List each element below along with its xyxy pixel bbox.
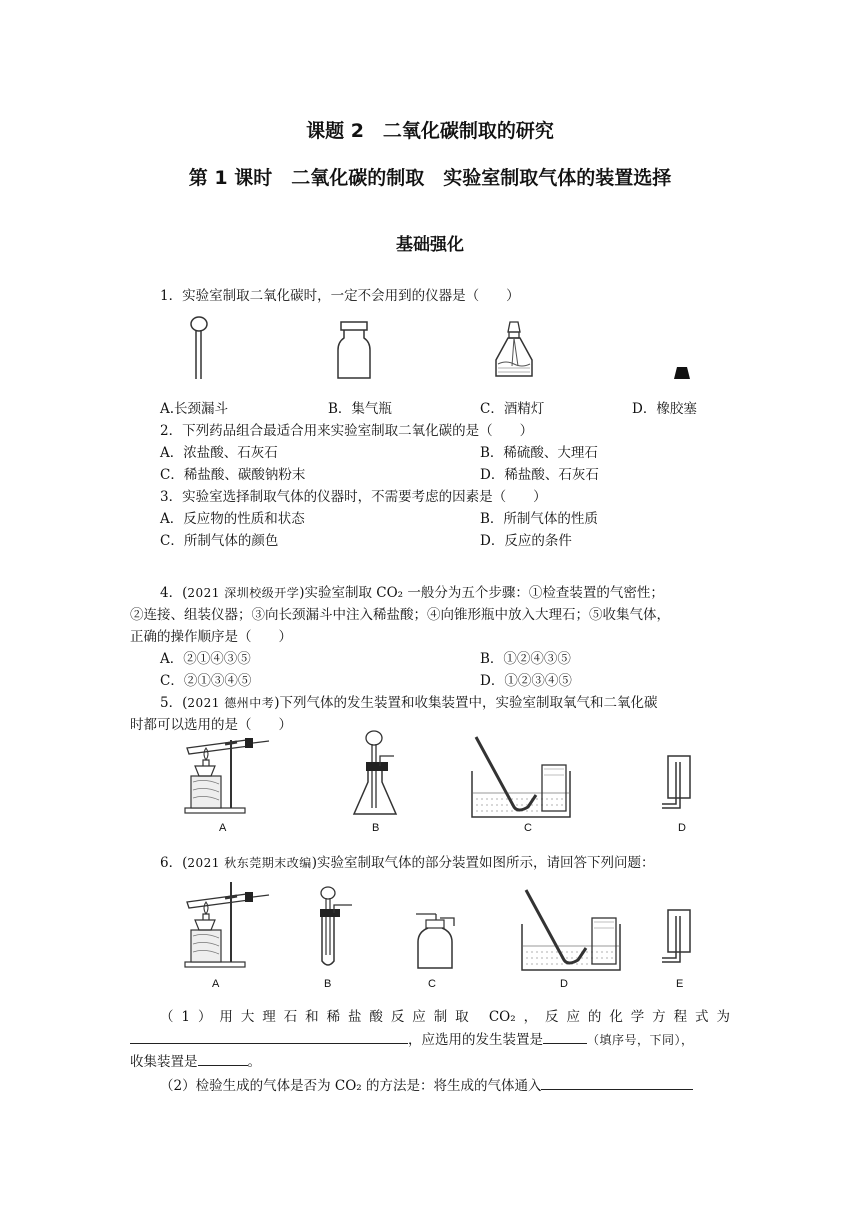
- q6-label-d: D: [560, 978, 568, 990]
- q6-source: 2021 秋东莞期末改编: [187, 856, 312, 870]
- q5-stem-line2: 时都可以选用的是（ ）: [130, 717, 292, 733]
- q5-apparatus-d-figure: [660, 752, 700, 820]
- test-method-blank[interactable]: [541, 1074, 693, 1090]
- q6-apparatus-a-figure: [185, 880, 275, 972]
- q6-apparatus-b-figure: [312, 885, 362, 973]
- q5-label-b: B: [372, 822, 380, 834]
- q3-option-b: B．所制气体的性质: [480, 511, 598, 527]
- q6-apparatus-d-figure: [520, 888, 630, 973]
- q1-stem: 1．实验室制取二氧化碳时，一定不会用到的仪器是（ ）: [160, 288, 520, 304]
- q6-apparatus-e-figure: [660, 906, 700, 972]
- q5-apparatus-b-figure: [350, 728, 410, 820]
- q6-label-e: E: [676, 978, 684, 990]
- q3-option-a: A．反应物的性质和状态: [160, 511, 305, 527]
- q5-label-d: D: [678, 822, 686, 834]
- q6-apparatus-c-figure: [410, 906, 460, 972]
- q1-option-a: A.长颈漏斗: [160, 401, 229, 417]
- lesson-title: 课题 2 二氧化碳制取的研究: [306, 120, 554, 142]
- lesson-subtitle: 第 1 课时 二氧化碳的制取 实验室制取气体的装置选择: [188, 167, 672, 189]
- q2-option-a: A．浓盐酸、石灰石: [160, 445, 278, 461]
- q5-stem-line1: 5．(2021 德州中考)下列气体的发生装置和收集装置中，实验室制取氧气和二氧化碳: [160, 695, 658, 711]
- q4-option-a: A．②①④③⑤: [160, 651, 251, 667]
- q4-option-b: B．①②④③⑤: [480, 651, 571, 667]
- q2-option-d: D．稀盐酸、石灰石: [480, 467, 599, 483]
- q2-stem: 2．下列药品组合最适合用来实验室制取二氧化碳的是（ ）: [160, 423, 534, 439]
- q4-stem-line3: 正确的操作顺序是（ ）: [130, 629, 292, 645]
- generator-blank[interactable]: [543, 1028, 587, 1044]
- q6-stem: 6．(2021 秋东莞期末改编)实验室制取气体的部分装置如图所示，请回答下列问题：: [160, 855, 655, 871]
- q3-option-d: D．反应的条件: [480, 533, 572, 549]
- section-heading: 基础强化: [396, 235, 464, 255]
- q4-option-d: D．①②③④⑤: [480, 673, 572, 689]
- q5-source: 2021 德州中考: [187, 696, 275, 710]
- alcohol-lamp-figure: [490, 320, 540, 382]
- q5-label-c: C: [524, 822, 532, 834]
- q4-option-c: C．②①③④⑤: [160, 673, 252, 689]
- q3-option-c: C．所制气体的颜色: [160, 533, 279, 549]
- long-neck-funnel-figure: [185, 313, 215, 383]
- q4-source: 2021 深圳校级开学: [187, 586, 300, 600]
- q6-sub1-line1: （1）用大理石和稀盐酸反应制取 CO₂，反应的化学方程式为: [160, 1009, 730, 1025]
- rubber-stopper-figure: [673, 365, 693, 383]
- q6-label-b: B: [324, 978, 332, 990]
- q5-apparatus-a-figure: [185, 730, 275, 820]
- q1-option-b: B．集气瓶: [328, 401, 392, 417]
- collector-blank[interactable]: [198, 1050, 248, 1066]
- q3-stem: 3．实验室选择制取气体的仪器时，不需要考虑的因素是（ ）: [160, 489, 547, 505]
- q6-label-a: A: [212, 978, 220, 990]
- q1-option-c: C．酒精灯: [480, 401, 545, 417]
- q6-sub2: （2）检验生成的气体是否为 CO₂ 的方法是：将生成的气体通入: [160, 1074, 693, 1097]
- q1-option-d: D．橡胶塞: [632, 401, 697, 417]
- q4-stem-line2: ②连接、组装仪器；③向长颈漏斗中注入稀盐酸；④向锥形瓶中放入大理石；⑤收集气体，: [130, 607, 670, 623]
- equation-blank[interactable]: [130, 1028, 408, 1044]
- q6-sub1-line3: 收集装置是 。: [130, 1050, 261, 1073]
- q6-label-c: C: [428, 978, 436, 990]
- q2-option-c: C．稀盐酸、碳酸钠粉末: [160, 467, 306, 483]
- q5-label-a: A: [219, 822, 227, 834]
- q5-apparatus-c-figure: [470, 735, 580, 820]
- q6-sub1-line2: ，应选用的发生装置是 （填序号，下同），: [130, 1028, 694, 1051]
- q4-stem-line1: 4．(2021 深圳校级开学)实验室制取 CO₂ 一般分为五个步骤：①检查装置的气密性；: [160, 585, 664, 601]
- gas-collecting-bottle-figure: [335, 320, 375, 382]
- q2-option-b: B．稀硫酸、大理石: [480, 445, 598, 461]
